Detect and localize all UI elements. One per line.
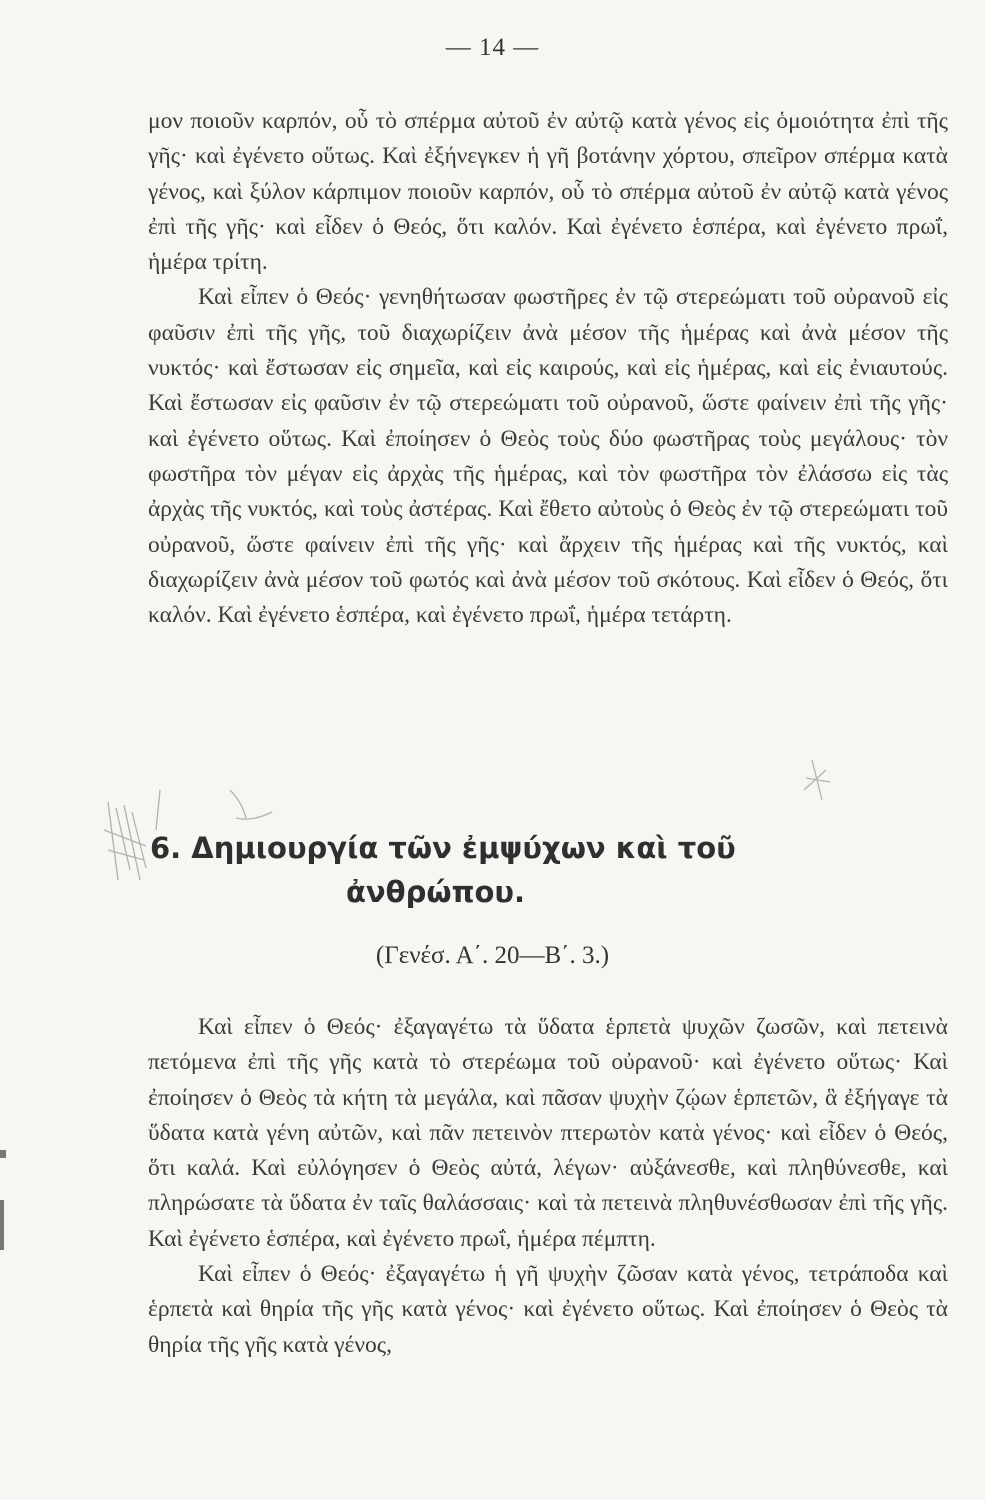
section-heading-line2: ἀνθρώπου. <box>346 875 526 909</box>
scan-edge-mark <box>0 1150 6 1158</box>
page-number: — 14 — <box>445 34 540 61</box>
scan-edge-mark <box>0 1200 4 1250</box>
section-heading-line1: 6. Δημιουργία τῶν ἐμψύχων καὶ τοῦ <box>150 831 736 865</box>
paragraph: μον ποιοῦν καρπόν, οὗ τὸ σπέρμα αὐτοῦ ἐν αὐτῷ κατὰ γένος εἰς ὁμοιότητα ἐπὶ τῆς γῆς· καὶ ἐγένετο οὕτως. Καὶ ἐξήνεγκεν ἡ γῆ βοτάνην χόρτου, σπεῖρον σπέρμα κατὰ γένος, καὶ ξύλον κάρπιμον ποιοῦν καρπόν, οὗ τὸ σπέρμα αὐτοῦ ἐν αὐτῷ κατὰ γένος ἐπὶ τῆς γῆς· καὶ εἶδεν ὁ Θεός, ὅτι καλόν. Καὶ ἐγένετο ἑσπέρα, καὶ ἐγένετο πρωΐ, ἡμέρα τρίτη. <box>148 108 948 276</box>
paragraph: Καὶ εἶπεν ὁ Θεός· ἐξαγαγέτω ἡ γῆ ψυχὴν ζῶσαν κατὰ γένος, τετράποδα καὶ ἑρπετὰ καὶ θηρία τῆς γῆς κατὰ γένος· καὶ ἐγένετο οὕτως. Καὶ ἐποίησεν ὁ Θεὸς τὰ θηρία τῆς γῆς κατὰ γένος, <box>148 1261 948 1358</box>
paragraph: Καὶ εἶπεν ὁ Θεός· γενηθήτωσαν φωστῆρες ἐν τῷ στερεώματι τοῦ οὐρανοῦ εἰς φαῦσιν ἐπὶ τῆς γῆς, τοῦ διαχωρίζειν ἀνὰ μέσον τῆς ἡμέρας καὶ ἀνὰ μέσον τῆς νυκτός· καὶ ἔστωσαν εἰς σημεῖα, καὶ εἰς καιρούς, καὶ εἰς ἡμέρας, καὶ εἰς ἐνιαυτούς. Καὶ ἔστωσαν εἰς φαῦσιν ἐν τῷ στερεώματι τοῦ οὐρανοῦ, ὥστε φαίνειν ἐπὶ τῆς γῆς· καὶ ἐγένετο οὕτως. Καὶ ἐποίησεν ὁ Θεὸς τοὺς δύο φωστῆρας τοὺς μεγάλους· τὸν φωστῆρα τὸν μέγαν εἰς ἀρχὰς τῆς ἡμέρας, καὶ τὸν φωστῆρα τὸν ἐλάσσω εἰς τὰς ἀρχὰς τῆς νυκτός, καὶ τοὺς ἀστέρας. Καὶ ἔθετο αὐτοὺς ὁ Θεὸς ἐν τῷ στερεώματι τοῦ οὐρανοῦ, ὥστε φαίνειν ἐπὶ τῆς γῆς· καὶ ἄρχειν τῆς ἡμέρας καὶ τῆς νυκτός, καὶ διαχωρίζειν ἀνὰ μέσον τοῦ φωτός καὶ ἀνὰ μέσον τοῦ σκότους. Καὶ εἶδεν ὁ Θεός, ὅτι καλόν. Καὶ ἐγένετο ἑσπέρα, καὶ ἐγένετο πρωΐ, ἡμέρα τετάρτη. <box>148 284 948 629</box>
scripture-reference: (Γενέσ. Α΄. 20—Β΄. 3.) <box>375 942 610 969</box>
section-heading <box>150 826 950 914</box>
text-block-top <box>148 104 948 633</box>
paragraph: Καὶ εἶπεν ὁ Θεός· ἐξαγαγέτω τὰ ὕδατα ἑρπετὰ ψυχῶν ζωσῶν, καὶ πετεινὰ πετόμενα ἐπὶ τῆς γῆς κατὰ τὸ στερέωμα τοῦ οὐρανοῦ· καὶ ἐγένετο οὕτως· Καὶ ἐποίησεν ὁ Θεὸς τὰ κήτη τὰ μεγάλα, καὶ πᾶσαν ψυχὴν ζῴων ἑρπετῶν, ἃ ἐξήγαγε τὰ ὕδατα κατὰ γένη αὐτῶν, καὶ πᾶν πετεινὸν πτερωτὸν κατὰ γένος· καὶ εἶδεν ὁ Θεός, ὅτι καλά. Καὶ εὐλόγησεν ὁ Θεὸς αὐτά, λέγων· αὐξάνεσθε, καὶ πληθύνεσθε, καὶ πληρώσατε τὰ ὕδατα ἐν ταῖς θαλάσσαις· καὶ τὰ πετεινὰ πληθυνέσθωσαν ἐπὶ τῆς γῆς. Καὶ ἐγένετο ἑσπέρα, καὶ ἐγένετο πρωΐ, ἡμέρα πέμπτη. <box>148 1014 948 1252</box>
text-block-bottom <box>148 1010 948 1363</box>
